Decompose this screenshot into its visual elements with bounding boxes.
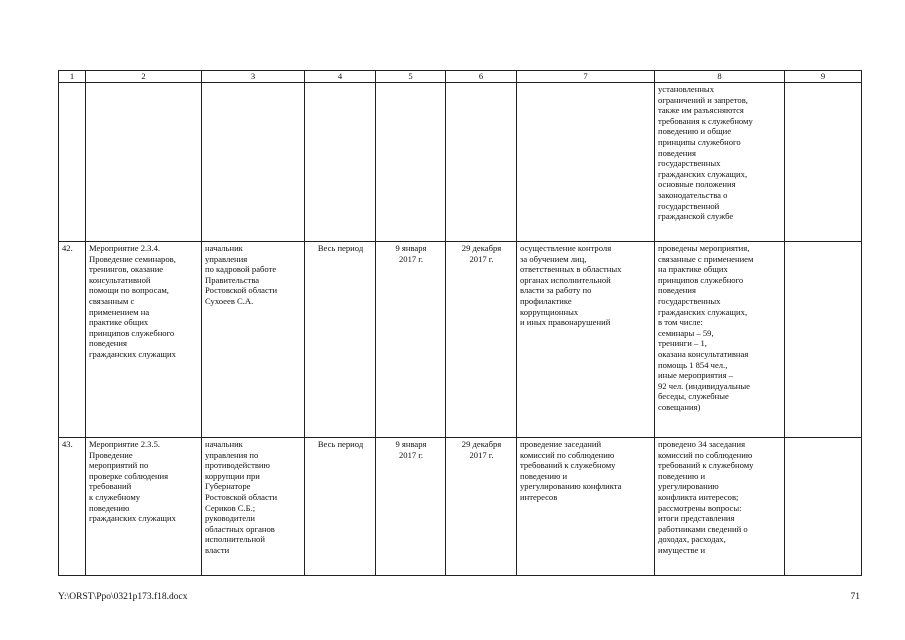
column-number: 9 — [785, 71, 862, 83]
column-number: 6 — [446, 71, 517, 83]
column-number: 2 — [86, 71, 202, 83]
actual-result-cell: установленных ограничений и запретов, также им разъясняются требования к служебному поведению и общие принципы служебного поведения государственных гражданских служащих, основные положения законодательства о государственной гражданской службе — [655, 83, 785, 242]
document-file-path: Y:\ORST\Ppo\0321p173.f18.docx — [58, 592, 188, 602]
note-cell — [785, 438, 862, 576]
report-table — [58, 70, 862, 576]
table-row — [59, 438, 862, 576]
measure-cell: Мероприятие 2.3.5. Проведение мероприятий по проверке соблюдения требований к служебному поведению гражданских служащих — [86, 438, 202, 576]
measure-cell: Мероприятие 2.3.4. Проведение семинаров, тренингов, оказание консультативной помощи по вопросам, связанным с применением на практике общих принципов служебного поведения гражданских служащих — [86, 242, 202, 438]
note-cell — [785, 242, 862, 438]
end-date-cell: 29 декабря 2017 г. — [446, 438, 517, 576]
column-number: 4 — [305, 71, 376, 83]
column-numbers-row — [59, 71, 862, 83]
table-row — [59, 83, 862, 242]
page-number: 71 — [850, 592, 860, 602]
responsible-cell — [202, 83, 305, 242]
column-number: 3 — [202, 71, 305, 83]
responsible-cell: начальник управления по противодействию коррупции при Губернаторе Ростовской области Сериков С.Б.; руководители областных органов исполнительной власти — [202, 438, 305, 576]
end-date-cell — [446, 83, 517, 242]
column-number: 1 — [59, 71, 86, 83]
expected-result-cell: осуществление контроля за обучением лиц, ответственных в областных органах исполнительной власти за работу по профилактике коррупционных и иных правонарушений — [517, 242, 655, 438]
actual-result-cell: проведено 34 заседания комиссий по соблюдению требований к служебному поведению и урегулированию конфликта интересов; рассмотрены вопросы: итоги представления работниками сведений о доходах, расходах, имуществе и — [655, 438, 785, 576]
column-number: 5 — [376, 71, 446, 83]
expected-result-cell: проведение заседаний комиссий по соблюдению требований к служебному поведению и урегулированию конфликта интересов — [517, 438, 655, 576]
measure-cell — [86, 83, 202, 242]
row-number — [59, 83, 86, 242]
start-date-cell — [376, 83, 446, 242]
period-cell: Весь период — [305, 438, 376, 576]
expected-result-cell — [517, 83, 655, 242]
start-date-cell: 9 января 2017 г. — [376, 242, 446, 438]
actual-result-cell: проведены мероприятия, связанные с применением на практике общих принципов служебного поведения государственных гражданских служащих, в том числе: семинары – 59, тренинги – 1, оказана консультативная помощь 1 854 чел., иные мероприятия – 92 чел. (индивидуальные беседы, служебные совещания) — [655, 242, 785, 438]
start-date-cell: 9 января 2017 г. — [376, 438, 446, 576]
row-number: 42. — [59, 242, 86, 438]
period-cell: Весь период — [305, 242, 376, 438]
responsible-cell: начальник управления по кадровой работе Правительства Ростовской области Сухоеев С.А. — [202, 242, 305, 438]
column-number: 8 — [655, 71, 785, 83]
column-number: 7 — [517, 71, 655, 83]
period-cell — [305, 83, 376, 242]
end-date-cell: 29 декабря 2017 г. — [446, 242, 517, 438]
row-number: 43. — [59, 438, 86, 576]
note-cell — [785, 83, 862, 242]
table-row — [59, 242, 862, 438]
